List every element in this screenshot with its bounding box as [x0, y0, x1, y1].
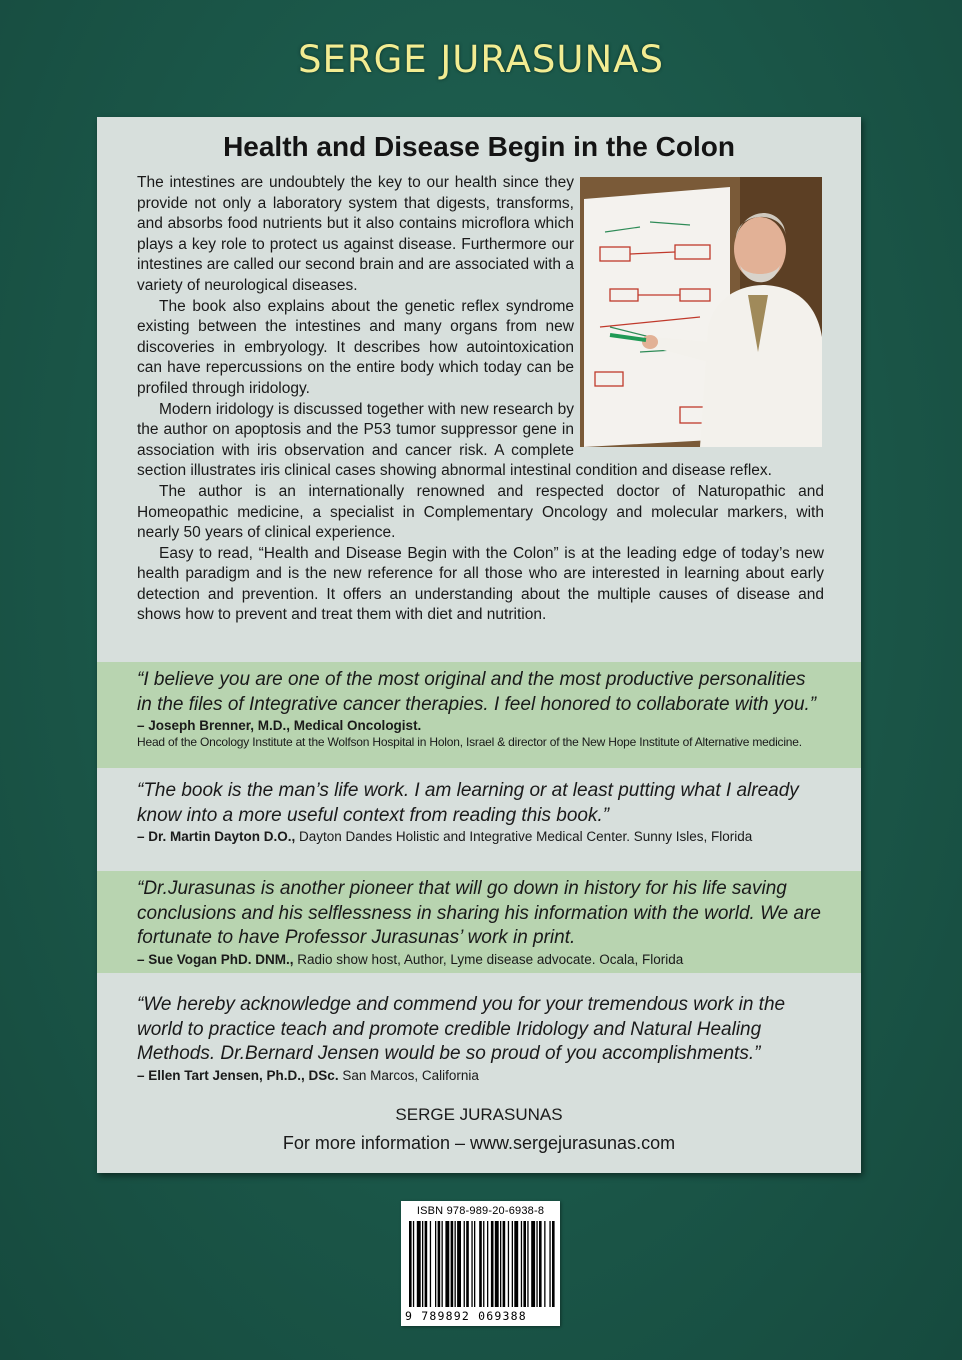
barcode-bar [508, 1221, 509, 1307]
barcode-bar [483, 1221, 484, 1307]
barcode-bar [549, 1221, 550, 1307]
barcode-bar [435, 1221, 436, 1307]
barcode-bar [491, 1221, 494, 1307]
barcode-bar [544, 1221, 545, 1307]
barcode-bar [442, 1221, 443, 1307]
book-description [137, 173, 824, 626]
barcode-bar [514, 1221, 518, 1307]
barcode-bar [455, 1221, 456, 1307]
description-paragraph-4: The author is an internationally renowned and respected doctor of Naturopathic and Homeopathic medicine, a specialist in Complementary Oncology and molecular markers, with nearly 50 years of clinical experience. [137, 482, 824, 542]
description-paragraph-3: Modern iridology is discussed together with new research by the author on apoptosis and the P53 tumor suppressor gene in association with iris observation and cancer risk. A complete section illustrates iris clinical cases showing abnormal intestinal condition and disease reflex. [137, 400, 772, 480]
barcode-bar [503, 1221, 506, 1307]
barcode-bar [457, 1221, 461, 1307]
barcode-bar [445, 1221, 449, 1307]
footer-author-name: SERGE JURASUNAS [395, 1105, 563, 1124]
barcode-bar [523, 1221, 526, 1307]
barcode-bar [479, 1221, 482, 1307]
barcode-bar [531, 1221, 535, 1307]
barcode-bar [413, 1221, 414, 1307]
author-name-top: SERGE JURASUNAS [298, 38, 664, 81]
barcode-digits: 9 789892 069388 [405, 1309, 527, 1323]
back-cover-panel [97, 117, 861, 1173]
book-title: Health and Disease Begin in the Colon [223, 131, 735, 162]
testimonial-4-author: – Ellen Tart Jensen, Ph.D., DSc. San Marcos, California [137, 1067, 479, 1083]
barcode-bar [539, 1221, 542, 1307]
testimonial-2-text: “The book is the man’s life work. I am learning or at least putting what I already know into a more useful context from reading this book.” [137, 780, 799, 826]
testimonial-2-author: – Dr. Martin Dayton D.O., Dayton Dandes Holistic and Integrative Medical Center. Sunny Isles, Florida [137, 829, 753, 844]
testimonial-4 [97, 987, 861, 1097]
barcode-bar [495, 1221, 499, 1307]
barcode-bars [405, 1221, 556, 1309]
isbn-number: ISBN 978-989-20-6938-8 [416, 1205, 545, 1217]
testimonial-1-text: “I believe you are one of the most original and the most productive personalities in the files of Integrative cancer therapies. I feel honored to collaborate with you.” [137, 669, 817, 715]
barcode-bar [466, 1221, 469, 1307]
barcode-bar [451, 1221, 454, 1307]
barcode-bar [409, 1221, 412, 1307]
isbn-barcode [401, 1201, 560, 1326]
barcode-bar [521, 1221, 522, 1307]
barcode-bar [422, 1221, 423, 1307]
barcode-bar [464, 1221, 465, 1307]
description-paragraph-2: The book also explains about the genetic reflex syndrome existing between the intestines and many organs from new discoveries in embryology. It describes how autointoxication can have repercussions on the entire body which today can be profiled through iridology. [137, 297, 574, 397]
testimonial-3-author: – Sue Vogan PhD. DNM., Radio show host, Author, Lyme disease advocate. Ocala, Florida [137, 951, 684, 967]
footer-website: For more information – www.sergejurasunas.com [282, 1133, 676, 1153]
barcode-bar [471, 1221, 472, 1307]
description-paragraph-1: The intestines are undoubtely the key to our health since they provide not only a laboratory system that digests, transforms, and absorbs food nutrients but it also contains microflora which plays a key role to protect us against disease. Furthermore our intestines are called our second brain and are associated with a variety of neurological diseases. [137, 174, 574, 294]
barcode-bar [425, 1221, 428, 1307]
testimonial-3 [97, 871, 861, 973]
description-paragraph-5: Easy to read, “Health and Disease Begin with the Colon” is at the leading edge of today’s new health paradigm and is the new reference for all those who are interested in learning about early detection and prevention. It offers an understanding about the multiple causes of disease and shows how to prevent and treat them with diet and nutrition. [137, 544, 824, 624]
barcode-bar [417, 1221, 421, 1307]
testimonial-1 [97, 662, 861, 768]
testimonial-3-text: “Dr.Jurasunas is another pioneer that will go down in history for his life saving conclusions and his selflessness in sharing his information with the world. We are fortunate to have Professor Jurasunas’ work in print. [137, 878, 821, 948]
barcode-bar [536, 1221, 537, 1307]
barcode-bar [487, 1221, 488, 1307]
barcode-bar [552, 1221, 555, 1307]
barcode-bar [512, 1221, 513, 1307]
testimonial-2 [97, 773, 861, 869]
testimonial-4-text: “We hereby acknowledge and commend you for your tremendous work in the world to practice teach and promote credible Iridology and Natural Healing Methods. Dr.Bernard Jensen would be so proud of you accomplishments.” [137, 994, 786, 1064]
barcode-bar [527, 1221, 528, 1307]
barcode-bar [430, 1221, 431, 1307]
testimonial-1-author: – Joseph Brenner, M.D., Medical Oncologist. [137, 718, 422, 733]
barcode-bar [500, 1221, 501, 1307]
barcode-bar [438, 1221, 441, 1307]
testimonial-1-affiliation: Head of the Oncology Institute at the Wolfson Hospital in Holon, Israel & director of the New Hope Institute of Alternative medicine. [137, 735, 802, 749]
barcode-bar [474, 1221, 475, 1307]
